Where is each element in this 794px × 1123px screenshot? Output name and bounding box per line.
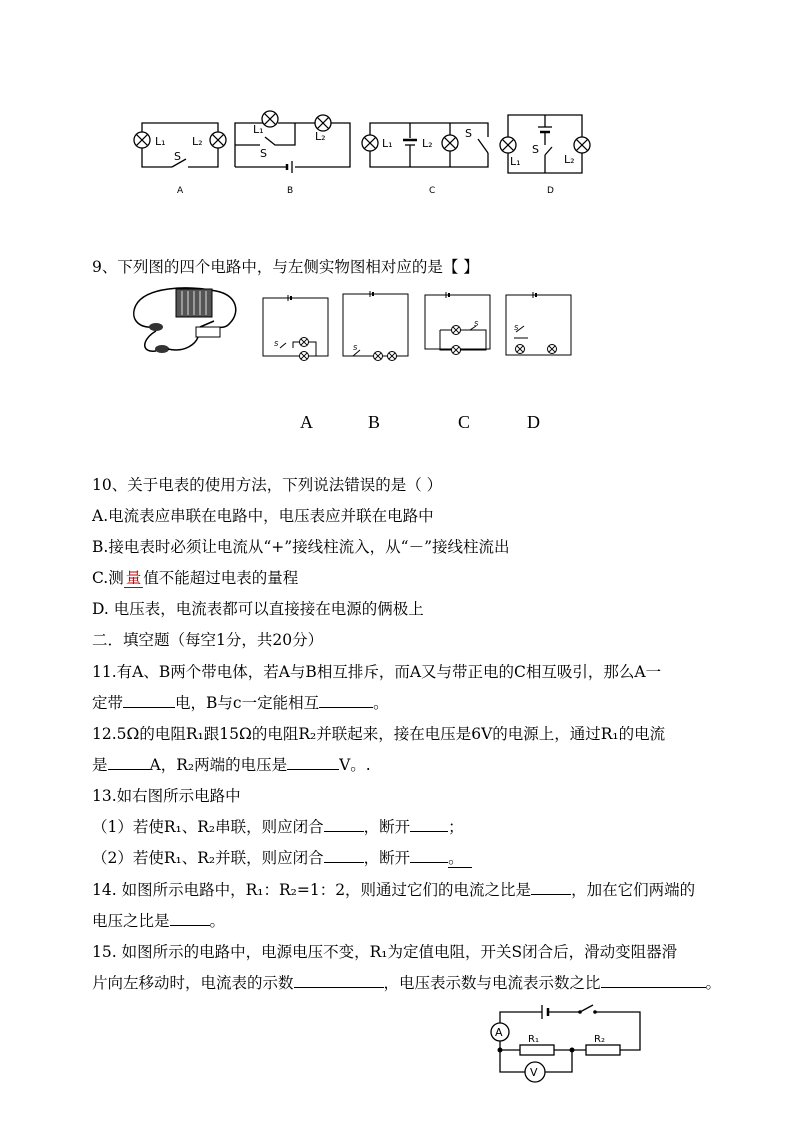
lamp-l1-icon (134, 132, 150, 148)
label-s: S (174, 150, 181, 163)
lamp-b-l2-icon (315, 115, 331, 131)
svg-text:S: S (474, 320, 479, 328)
q14-blank-1[interactable] (531, 880, 571, 895)
q9-physical-circuit-image (126, 283, 246, 358)
q14-blank-2[interactable] (170, 911, 210, 926)
q15-text-a: 片向左移动时，电流表的示数 (92, 974, 294, 992)
q10-option-b: B.接电表时必须让电流从“+”接线柱流入，从“－”接线柱流出 (92, 538, 510, 556)
q11-text-c: 。 (373, 694, 389, 712)
q12-blank-1[interactable] (108, 755, 150, 770)
circuit-label-a: A (177, 186, 184, 196)
q13-blank-3[interactable] (324, 848, 364, 863)
q15-text-c: 。 (705, 974, 722, 992)
q15-line1: 15. 如图所示的电路中，电源电压不变，R₁为定值电阻，开关S闭合后，滑动变阻器滑 (92, 943, 678, 961)
svg-text:S: S (514, 324, 519, 332)
q13-p2-text-a: （2）若使R₁、R₂并联，则应闭合 (92, 849, 324, 867)
q12-text-a: 是 (92, 756, 108, 774)
q12-text-c: V。. (339, 756, 371, 774)
q13-part1 (92, 817, 464, 837)
svg-text:S: S (274, 340, 279, 348)
label-c-l1: L₁ (382, 137, 393, 150)
q14-text-c: 电压之比是 (92, 912, 170, 930)
lamp-d-l2-icon (574, 137, 590, 153)
q11-line1: 11.有A、B两个带电体，若A与B相互排斥，而A又与带正电的C相互吸引，那么A一 (92, 663, 662, 681)
circuit-label-c: C (429, 186, 436, 196)
lamp-c-l1-icon (362, 135, 378, 151)
circuit-label-d: D (547, 186, 554, 196)
svg-text:S: S (353, 344, 358, 352)
q13-p1-text-b: ，断开 (363, 818, 411, 836)
q10-option-c (92, 568, 298, 588)
label-d-l1: L₁ (510, 155, 521, 168)
q10-stem: 10、关于电表的使用方法，下列说法错误的是（ ） (92, 476, 443, 494)
circuit-label-b: B (287, 186, 294, 196)
lamp-c-l2-icon (442, 135, 458, 151)
lamp-b-l1-icon (262, 111, 278, 127)
q13-blank-2[interactable] (410, 817, 448, 832)
q11-blank-2[interactable] (319, 693, 373, 708)
q9-option-b[interactable]: B (368, 412, 381, 432)
q9-option-c[interactable]: C (458, 412, 471, 432)
q15-circuit-figure (480, 1000, 650, 1095)
label-l2: L₂ (192, 135, 203, 148)
q14-line1 (92, 880, 695, 900)
q10-c-highlight: 量 (125, 569, 142, 587)
q12-line2 (92, 755, 371, 775)
q11-text-a: 定带 (92, 694, 124, 712)
q12-text-b: A，R₂两端的电压是 (149, 756, 288, 774)
r2-label: R₂ (594, 1034, 605, 1045)
q13-p2-text-c: 。 (448, 849, 472, 868)
q11-text-b: 电，B与c一定能相互 (175, 694, 320, 712)
label-d-s: S (532, 143, 539, 156)
q10-c-prefix: C.测 (92, 569, 124, 587)
label-c-s: S (465, 127, 472, 140)
q15-line2 (92, 973, 721, 993)
q12-line1: 12.5Ω的电阻R₁跟15Ω的电阻R₂并联起来，接在电压是6V的电源上，通过R₁的电流 (92, 725, 666, 743)
q13-blank-1[interactable] (324, 817, 364, 832)
q14-line2 (92, 911, 225, 931)
q11-blank-1[interactable] (123, 693, 175, 708)
q13-p1-text-a: （1）若使R₁、R₂串联，则应闭合 (92, 818, 324, 836)
r1-label: R₁ (528, 1034, 539, 1045)
q15-blank-1[interactable] (294, 973, 384, 988)
q14-text-b: ，加在它们两端的 (571, 881, 696, 899)
label-b-l1: L₁ (253, 123, 264, 136)
label-b-s: S (260, 147, 267, 160)
q13-p2-text-b: ，断开 (363, 849, 411, 867)
q9-option-d[interactable]: D (527, 412, 540, 432)
q15-text-b: ，电压表示数与电流表示数之比 (383, 974, 601, 992)
q13-stem: 13.如右图所示电路中 (92, 787, 241, 805)
label-l1: L₁ (155, 135, 166, 148)
label-d-l2: L₂ (564, 153, 575, 166)
q13-p1-text-c: ； (448, 818, 464, 836)
label-c-l2: L₂ (422, 137, 433, 150)
q15-blank-2[interactable] (601, 973, 706, 988)
top-circuits-figure (120, 105, 600, 200)
q14-text-d: 。 (209, 912, 226, 930)
q13-part2 (92, 848, 472, 868)
q11-line2 (92, 693, 389, 713)
section-title: 二．填空题（每空1分，共20分） (92, 631, 324, 649)
q10-c-suffix: 值不能超过电表的量程 (143, 569, 299, 587)
label-b-l2: L₂ (315, 130, 326, 143)
lamp-l2-icon (210, 132, 226, 148)
q10-option-a: A.电流表应串联在电路中，电压表应并联在电路中 (92, 507, 434, 525)
q12-blank-2[interactable] (287, 755, 339, 770)
lamp-d-l1-icon (500, 137, 516, 153)
q10-option-d: D. 电压表，电流表都可以直接接在电源的俩极上 (92, 600, 424, 618)
q9-stem: 9、下列图的四个电路中，与左侧实物图相对应的是【 】 (92, 258, 479, 276)
q9-option-a[interactable]: A (300, 412, 313, 432)
q9-option-circuits (258, 290, 578, 365)
ammeter-label: A (495, 1026, 503, 1039)
q14-text-a: 14. 如图所示电路中，R₁：R₂=1：2，则通过它们的电流之比是 (92, 881, 532, 899)
q13-blank-4[interactable] (410, 848, 448, 863)
voltmeter-label: V (530, 1066, 538, 1079)
